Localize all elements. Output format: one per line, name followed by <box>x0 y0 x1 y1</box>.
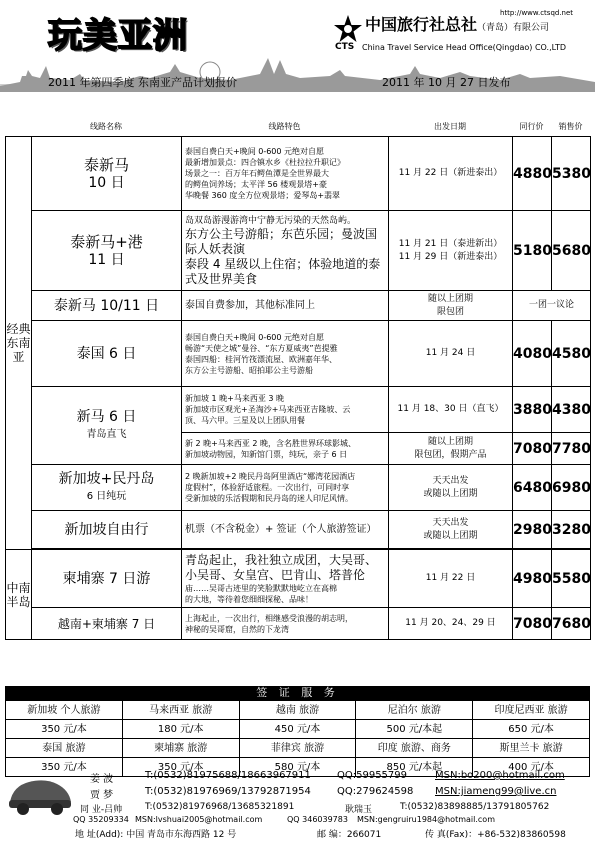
date-line: 天天出发 <box>432 517 469 528</box>
peer-price: 2980 <box>513 511 552 549</box>
route-features: 机票（不含税金）+ 签证（个人旅游签证） <box>182 511 389 549</box>
cts-abbr: CTS <box>335 42 355 52</box>
feature-line: 上海起止，一次出行，相继感受浪漫的胡志明， <box>185 613 353 623</box>
table-column-headers <box>5 118 590 136</box>
visa-name: 斯里兰卡 旅游 <box>473 739 590 758</box>
col-sale-price: 销售价 <box>558 122 583 131</box>
contact-name: 耿瑞玉 <box>345 805 373 815</box>
date-line: 或随以上团期 <box>423 530 478 541</box>
feature-line: 泰国四船：桂河竹筏漂流屋、欧洲嘉年华、 <box>185 354 337 364</box>
sale-price: 6980 <box>552 465 591 511</box>
contact-tel: T:(0532)83898885/13791805762 <box>400 802 550 812</box>
route-title: 泰新马 <box>83 155 129 174</box>
visa-price: 650 元/本 <box>473 720 590 739</box>
company-fax: 传 真(Fax)：+86-532)83860598 <box>425 830 566 840</box>
date-line: 随以上团期 <box>427 436 473 447</box>
date-line: 限包团 <box>436 306 464 317</box>
visa-price: 350 元/本 <box>122 758 239 777</box>
sale-price: 4380 <box>552 387 591 433</box>
departure-date <box>389 465 513 511</box>
visa-name: 印度 旅游、商务 <box>356 739 473 758</box>
visa-name: 新加坡 个人旅游 <box>6 701 123 720</box>
route-name <box>32 387 182 465</box>
route-name: 越南+柬埔寨 7 日 <box>32 608 182 640</box>
visa-price: 850 元/本起 <box>356 758 473 777</box>
route-days: 6 日纯玩 <box>86 490 127 502</box>
route-features <box>182 387 389 433</box>
route-name: 泰国 6 日 <box>32 321 182 387</box>
route-name: 新加坡自由行 <box>32 511 182 549</box>
sale-price: 3280 <box>552 511 591 549</box>
feature-line: 泰国自费白天+晚间 0-600 元绝对自愿 <box>185 147 325 156</box>
contact-msn[interactable]: MSN:bo200@hotmail.com <box>435 770 565 781</box>
peer-price: 6480 <box>513 465 552 511</box>
feature-line: 泰国自费白天+晚间 0-600 元绝对自愿 <box>185 332 325 342</box>
cts-name-main: 中国旅行社总社 <box>365 15 478 34</box>
feature-line: 际人妖表演 <box>185 241 246 256</box>
company-address: 地 址(Add): 中国 青岛市东海西路 12 号 <box>75 830 237 840</box>
route-name: 柬埔寨 7 日游 <box>32 550 182 608</box>
price-note: 一团一议论 <box>513 291 591 321</box>
company-postcode: 邮 编：266071 <box>317 830 382 840</box>
feature-line: 小吴哥、女皇宫、巴肯山、塔普伦 <box>185 567 366 582</box>
date-line: 限包团，假期产品 <box>414 449 487 460</box>
peer-price: 4980 <box>513 550 552 608</box>
peer-price: 7080 <box>513 433 552 465</box>
date-line: 11 月 21 日（泰进新出） <box>398 238 503 249</box>
peer-price: 3880 <box>513 387 552 433</box>
route-days: 11 日 <box>88 251 125 268</box>
route-features <box>182 321 389 387</box>
feature-line: 东方公主号游船；东芭乐园；曼波国 <box>185 226 378 241</box>
departure-date: 11 月 22 日 <box>389 550 513 608</box>
feature-line: 华晚餐 360 度全方位观景塔；爱琴岛+翡翠 <box>185 191 341 200</box>
visa-price: 180 元/本 <box>122 720 239 739</box>
visa-price: 500 元/本起 <box>356 720 473 739</box>
feature-line: 新 2 晚+马来西亚 2 晚，含名胜世界环球影城、 <box>185 438 357 448</box>
table-row <box>6 511 591 549</box>
sale-price: 5580 <box>552 550 591 608</box>
table-row <box>6 137 591 211</box>
peer-price: 4080 <box>513 321 552 387</box>
departure-date <box>389 433 513 465</box>
peer-price: 7080 <box>513 608 552 640</box>
car-icon <box>5 768 75 818</box>
route-name: 泰新马 10/11 日 <box>32 291 182 321</box>
region-sea: 经典东南亚 <box>6 137 32 550</box>
cts-url: http://www.ctsqd.net <box>500 9 574 17</box>
departure-date: 11 月 20、24、29 日 <box>389 608 513 640</box>
sale-price: 7680 <box>552 608 591 640</box>
route-features <box>182 433 389 465</box>
date-line: 11 月 29 日（新进泰出） <box>398 251 503 262</box>
table-row <box>6 720 590 739</box>
feature-line: 最新增加景点：四合镇水乡《杜拉拉升职记》 <box>185 158 345 167</box>
contact-name: 贾 梦 <box>90 790 114 801</box>
visa-name: 菲律宾 旅游 <box>239 739 356 758</box>
feature-line: 的鳄鱼饲养场；太平洋 56 楼观景塔+豪 <box>185 180 327 189</box>
feature-line: 的大地，等待着您细细探秘、品味！ <box>185 594 313 604</box>
cts-branch: （青岛）有限公司 <box>477 23 550 33</box>
visa-name: 越南 旅游 <box>239 701 356 720</box>
departure-date <box>389 291 513 321</box>
col-route: 线路名称 <box>90 122 122 131</box>
sale-price: 7780 <box>552 433 591 465</box>
route-features <box>182 465 389 511</box>
col-date: 出发日期 <box>434 122 466 131</box>
contact-qq: QQ:59955799 <box>337 770 408 781</box>
departure-date: 11 月 18、30 日（直飞） <box>389 387 513 433</box>
feature-line: 畅游“天使之城”曼谷、“东方夏威夷”芭提雅 <box>185 343 338 353</box>
date-line: 随以上团期 <box>427 293 473 304</box>
visa-name: 尼泊尔 旅游 <box>356 701 473 720</box>
feature-line: 2 晚新加坡+2 晚民丹岛阿里酒店“娜湾花园酒店 <box>185 472 356 481</box>
product-table <box>5 136 591 640</box>
feature-line: 泰段 4 星级以上住宿；体验地道的泰 <box>185 256 381 271</box>
visa-name: 马来西亚 旅游 <box>122 701 239 720</box>
departure-date <box>389 511 513 549</box>
date-line: 天天出发 <box>432 475 469 486</box>
col-features: 线路特色 <box>268 122 301 131</box>
table-row <box>6 465 591 511</box>
feature-line: 度假村”，体验舒适旅程。一次出行，可同时享 <box>185 483 350 492</box>
contact-tel: T:(0532)81976969/13792871954 <box>145 786 311 797</box>
cts-star-icon <box>333 14 363 44</box>
contact-name: 姜 波 <box>90 774 114 785</box>
visa-name: 印度尼西亚 旅游 <box>473 701 590 720</box>
feature-line: 岛双岛游漫游湾中宁静无污染的天然岛屿。 <box>185 215 357 226</box>
departure-date: 11 月 24 日 <box>389 321 513 387</box>
page-header <box>0 0 595 92</box>
visa-price: 450 元/本 <box>239 720 356 739</box>
subtitle-date: 2011 年 10 月 27 日发布 <box>382 76 511 89</box>
visa-name: 泰国 旅游 <box>6 739 123 758</box>
sale-price: 5680 <box>552 211 591 291</box>
contact-name: 同 业-吕帅 <box>80 805 123 815</box>
table-row <box>6 701 590 720</box>
feature-line: 新加坡市区观光+圣淘沙+马来西亚吉隆坡、云 <box>185 405 351 414</box>
visa-price: 580 元/本 <box>239 758 356 777</box>
route-features <box>182 608 389 640</box>
table-row <box>6 739 590 758</box>
region-col-head <box>5 118 31 136</box>
feature-line: 青岛起止，我社独立成团，大吴哥、 <box>185 552 378 567</box>
route-name <box>32 137 182 211</box>
visa-price: 400 元/本 <box>473 758 590 777</box>
route-features <box>182 550 389 608</box>
region-indochina: 中南半岛 <box>6 550 32 640</box>
feature-line: 新加坡 1 晚+马来西亚 3 晚 <box>185 394 285 403</box>
contact-section <box>5 766 590 838</box>
route-sub: 青岛直飞 <box>86 428 127 440</box>
table-row <box>6 291 591 321</box>
cts-english-name: China Travel Service Head Office(Qingdao) CO.,LTD <box>362 43 567 52</box>
route-features <box>182 137 389 211</box>
col-peer-price: 同行价 <box>519 122 544 131</box>
route-days: 10 日 <box>88 174 125 191</box>
contact-tel: T:(0532)81975688/18663967911 <box>145 770 311 781</box>
cts-name <box>365 12 549 35</box>
departure-date: 11 月 22 日（新进泰出） <box>389 137 513 211</box>
visa-section-title: 签 证 服 务 <box>5 686 590 700</box>
sale-price: 5380 <box>552 137 591 211</box>
contact-qq: QQ 346039783 <box>287 815 348 824</box>
feature-line: 东方公主号游船、昭拍耶公主号游船 <box>185 365 313 375</box>
feature-line: 庙……吴哥古迹里的笑脸默默地屹立在高棉 <box>185 583 337 593</box>
route-features <box>182 211 389 291</box>
feature-line: 神秘的吴哥窟，自然的下龙湾 <box>185 624 289 634</box>
visa-price: 350 元/本 <box>6 720 123 739</box>
departure-date <box>389 211 513 291</box>
feature-line: 受新加坡的乐活假期和民丹岛的迷人印尼风情。 <box>185 494 353 503</box>
route-name <box>32 465 182 511</box>
feature-line: 场景之一：百万年石鳄鱼潭是全世界最大 <box>185 169 329 178</box>
table-row <box>6 387 591 433</box>
contact-tel: T:(0532)81976968/13685321891 <box>145 802 295 812</box>
date-line: 或随以上团期 <box>423 488 478 499</box>
route-name <box>32 211 182 291</box>
route-title: 泰新马+港 <box>70 232 143 251</box>
contact-msn[interactable]: MSN:gengruiru1984@hotmail.com <box>357 815 495 824</box>
table-row <box>6 608 591 640</box>
contact-qq: QQ:279624598 <box>337 786 414 797</box>
sale-price: 4580 <box>552 321 591 387</box>
route-features: 泰国自费参加，其他标准同上 <box>182 291 389 321</box>
visa-name: 柬埔寨 旅游 <box>122 739 239 758</box>
feature-line: 顶、马六甲。三星及以上团队用餐 <box>185 416 305 425</box>
feature-line: 式及世界美食 <box>185 271 258 286</box>
peer-price: 4880 <box>513 137 552 211</box>
table-row <box>6 321 591 387</box>
route-title: 新马 6 日 <box>76 408 137 425</box>
route-title: 新加坡+民丹岛 <box>58 470 155 487</box>
contact-msn[interactable]: MSN:jiameng99@live.cn <box>435 786 557 797</box>
visa-price: 350 元/本 <box>6 758 123 777</box>
feature-line: 新加坡动物园，知新馆门票，纯玩，亲子 6 日 <box>185 449 348 459</box>
peer-price: 5180 <box>513 211 552 291</box>
table-row <box>6 211 591 291</box>
contact-qq: QQ 35209334 <box>73 815 129 824</box>
table-row <box>6 550 591 608</box>
contact-msn[interactable]: MSN:lvshuai2005@hotmail.com <box>135 815 263 824</box>
subtitle-quarter: 2011 年第四季度 东南亚产品计划报价 <box>48 76 237 89</box>
brand-logo: 玩美亚洲 <box>48 16 188 56</box>
